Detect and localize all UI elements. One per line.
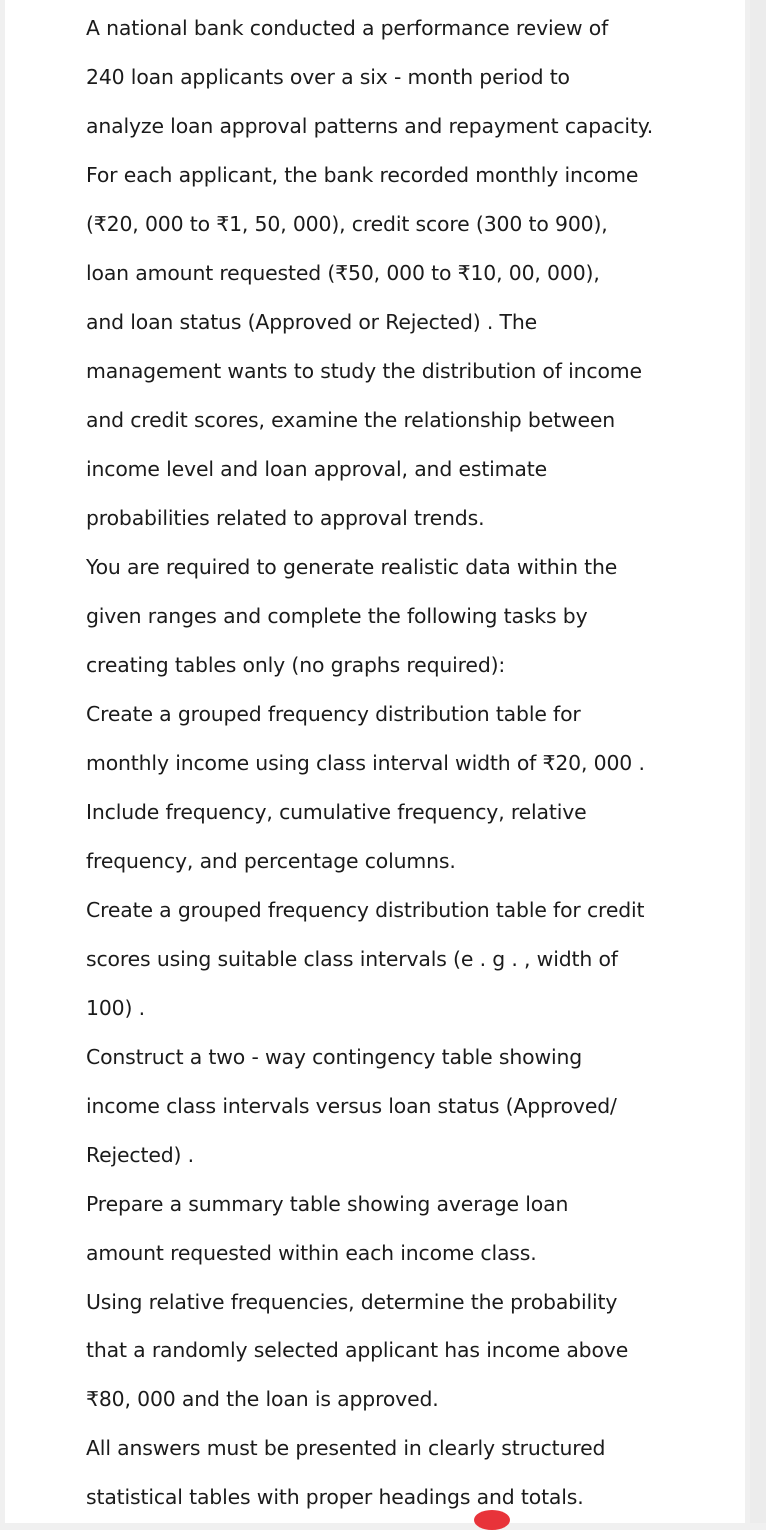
text-line: Create a grouped frequency distribution table for credit xyxy=(86,898,645,922)
text-line: monthly income using class interval width of ₹20, 000 . xyxy=(86,751,645,775)
text-line: Prepare a summary table showing average loan xyxy=(86,1192,569,1216)
text-line: All answers must be presented in clearly structured xyxy=(86,1436,606,1460)
text-line: that a randomly selected applicant has income above xyxy=(86,1338,629,1362)
text-line: loan amount requested (₹50, 000 to ₹10, 00, 000), xyxy=(86,261,600,285)
text-line: (₹20, 000 to ₹1, 50, 000), credit score (300 to 900), xyxy=(86,212,608,236)
text-line: A national bank conducted a performance review of xyxy=(86,16,609,40)
text-line: Using relative frequencies, determine the probability xyxy=(86,1290,618,1314)
text-line: income level and loan approval, and estimate xyxy=(86,457,547,481)
text-line: 100) . xyxy=(86,996,145,1020)
text-line: ₹80, 000 and the loan is approved. xyxy=(86,1387,439,1411)
text-line: You are required to generate realistic data within the xyxy=(86,555,618,579)
text-line: income class intervals versus loan status (Approved/ xyxy=(86,1094,617,1118)
text-line: amount requested within each income class. xyxy=(86,1241,537,1265)
text-line: Include frequency, cumulative frequency, relative xyxy=(86,800,587,824)
text-line: 240 loan applicants over a six - month period to xyxy=(86,65,570,89)
text-line: management wants to study the distribution of income xyxy=(86,359,642,383)
text-line: For each applicant, the bank recorded monthly income xyxy=(86,163,639,187)
text-line: and loan status (Approved or Rejected) . The xyxy=(86,310,538,334)
text-line: Rejected) . xyxy=(86,1143,194,1167)
text-line: and credit scores, examine the relationship between xyxy=(86,408,616,432)
text-line: Construct a two - way contingency table showing xyxy=(86,1045,583,1069)
text-line: probabilities related to approval trends. xyxy=(86,506,485,530)
text-line: creating tables only (no graphs required): xyxy=(86,653,506,677)
text-line: Create a grouped frequency distribution table for xyxy=(86,702,581,726)
text-line: statistical tables with proper headings and totals. xyxy=(86,1485,584,1509)
text-line: frequency, and percentage columns. xyxy=(86,849,456,873)
text-line: scores using suitable class intervals (e . g . , width of xyxy=(86,947,618,971)
scrollbar-track[interactable] xyxy=(750,0,766,1523)
text-line: analyze loan approval patterns and repayment capacity. xyxy=(86,114,654,138)
text-line: given ranges and complete the following tasks by xyxy=(86,604,588,628)
red-marker-icon xyxy=(474,1510,510,1530)
